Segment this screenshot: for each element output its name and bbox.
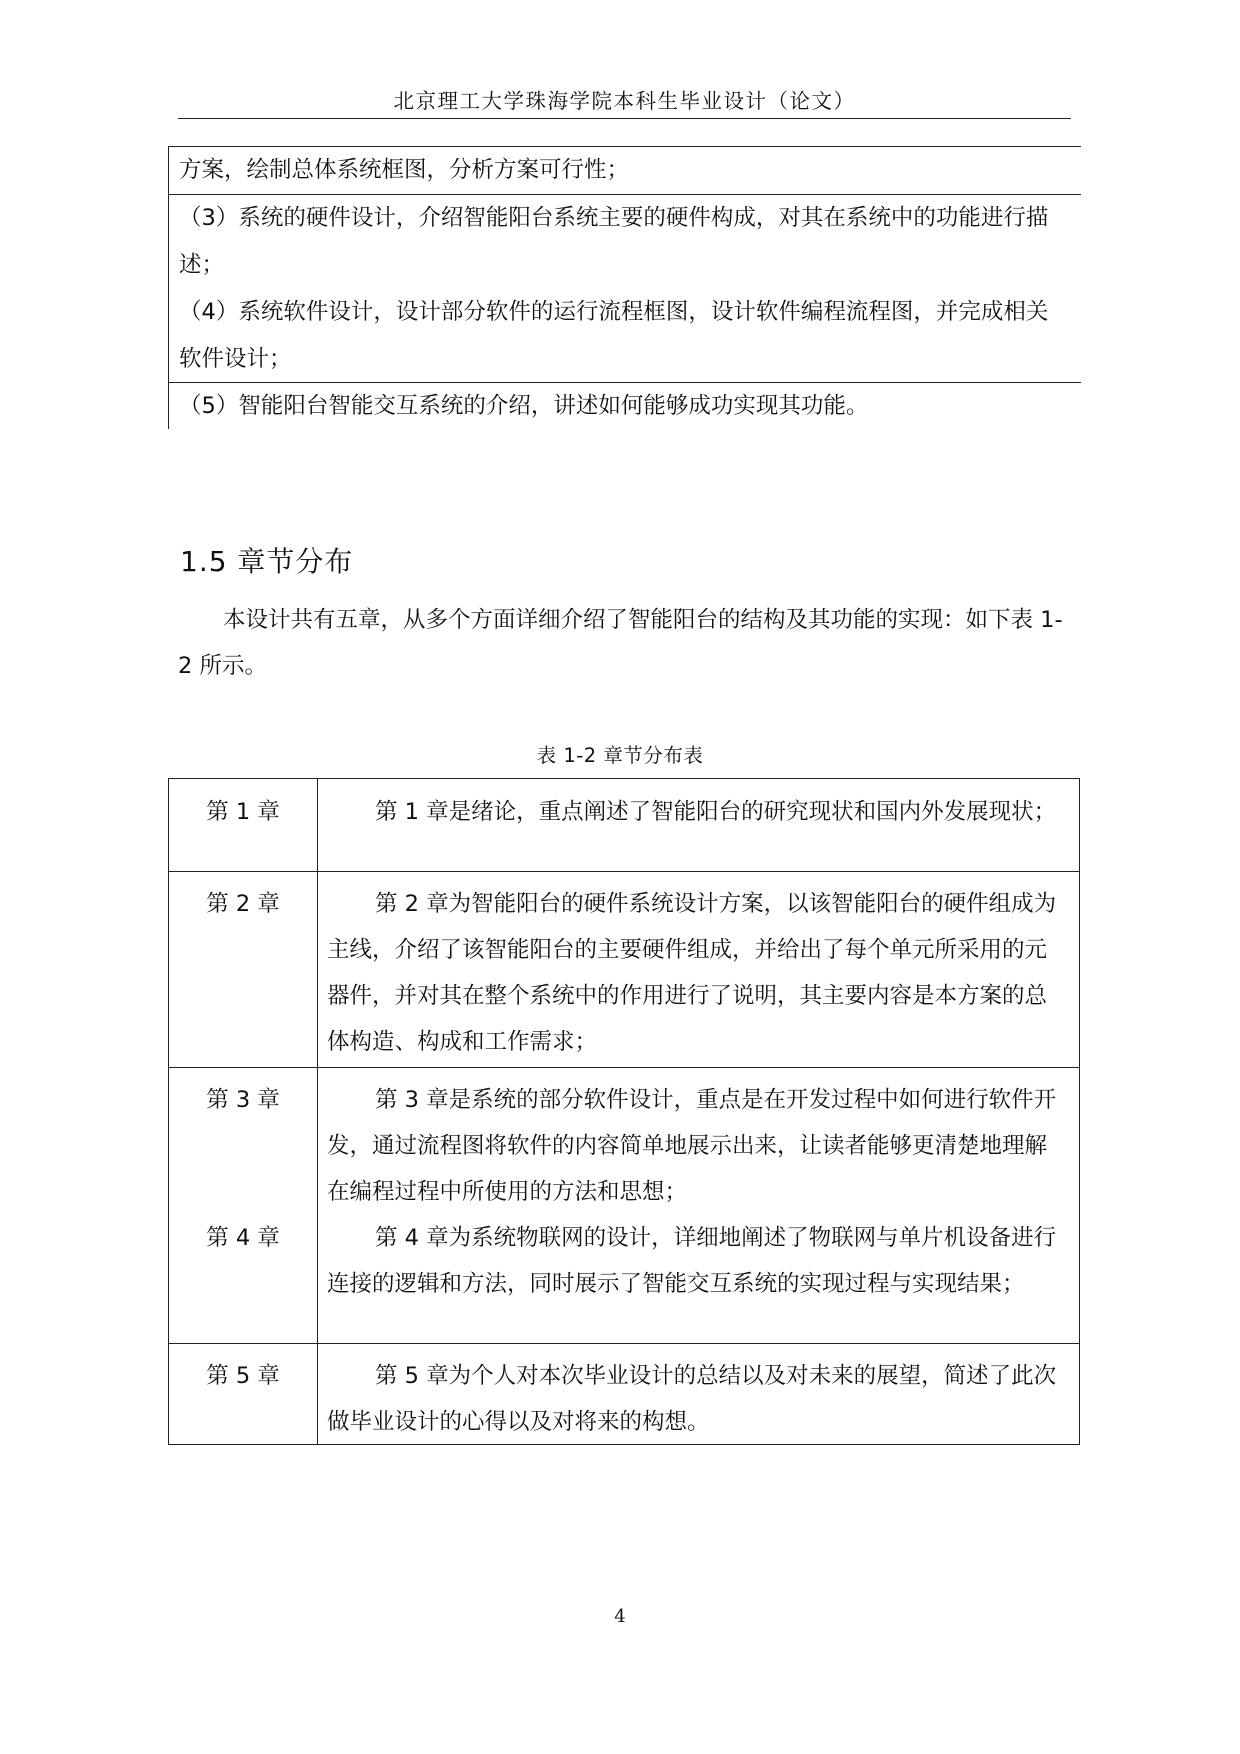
header-divider — [178, 118, 1071, 119]
list-item-text: （3）系统的硬件设计，介绍智能阳台系统主要的硬件构成，对其在系统中的功能进行描述； — [179, 205, 1049, 278]
chapter-description: 第 2 章为智能阳台的硬件系统设计方案，以该智能阳台的硬件组成为主线，介绍了该智能阳台的主要硬件组成，并给出了每个单元所采用的元器件，并对其在整个系统中的作用进行了说明，其主要内容是本方案的总体构造、构成和工作需求； — [327, 891, 1057, 1055]
list-item — [169, 147, 1081, 194]
section-heading: 1.5 章节分布 — [180, 545, 354, 578]
chapter-label: 第 2 章 — [206, 891, 280, 917]
chapter-label: 第 5 章 — [206, 1363, 280, 1389]
chapter-label: 第 1 章 — [206, 799, 280, 825]
table-column-divider — [317, 779, 318, 1444]
list-item-text: 方案，绘制总体系统框图，分析方案可行性； — [179, 157, 630, 183]
list-item-text: （5）智能阳台智能交互系统的介绍，讲述如何能够成功实现其功能。 — [179, 393, 869, 419]
chapter-label: 第 3 章 — [206, 1087, 280, 1113]
list-item — [169, 194, 1081, 289]
list-item-text: （4）系统软件设计，设计部分软件的运行流程框图，设计软件编程流程图，并完成相关软件设计； — [179, 299, 1049, 372]
continued-list-table — [168, 146, 1081, 429]
chapter-description: 第 5 章为个人对本次毕业设计的总结以及对未来的展望，简述了此次做毕业设计的心得以及对将来的构想。 — [327, 1363, 1057, 1435]
chapter-description: 第 4 章为系统物联网的设计，详细地阐述了物联网与单片机设备进行连接的逻辑和方法，同时展示了智能交互系统的实现过程与实现结果； — [327, 1225, 1057, 1297]
list-item — [169, 289, 1081, 383]
page-header-title: 北京理工大学珠海学院本科生毕业设计（论文） — [393, 89, 856, 113]
body-paragraph: 本设计共有五章，从多个方面详细介绍了智能阳台的结构及其功能的实现：如下表 1-2 所示。 — [178, 607, 1063, 679]
chapter-table — [168, 778, 1080, 1445]
chapter-label: 第 4 章 — [206, 1225, 280, 1251]
list-item — [169, 382, 1081, 430]
chapter-description: 第 3 章是系统的部分软件设计，重点是在开发过程中如何进行软件开发，通过流程图将软件的内容简单地展示出来，让读者能够更清楚地理解在编程过程中所使用的方法和思想； — [327, 1087, 1057, 1205]
table-caption: 表 1-2 章节分布表 — [536, 744, 704, 767]
page-number: 4 — [614, 1606, 626, 1627]
chapter-description: 第 1 章是绪论，重点阐述了智能阳台的研究现状和国内外发展现状； — [375, 799, 1057, 825]
